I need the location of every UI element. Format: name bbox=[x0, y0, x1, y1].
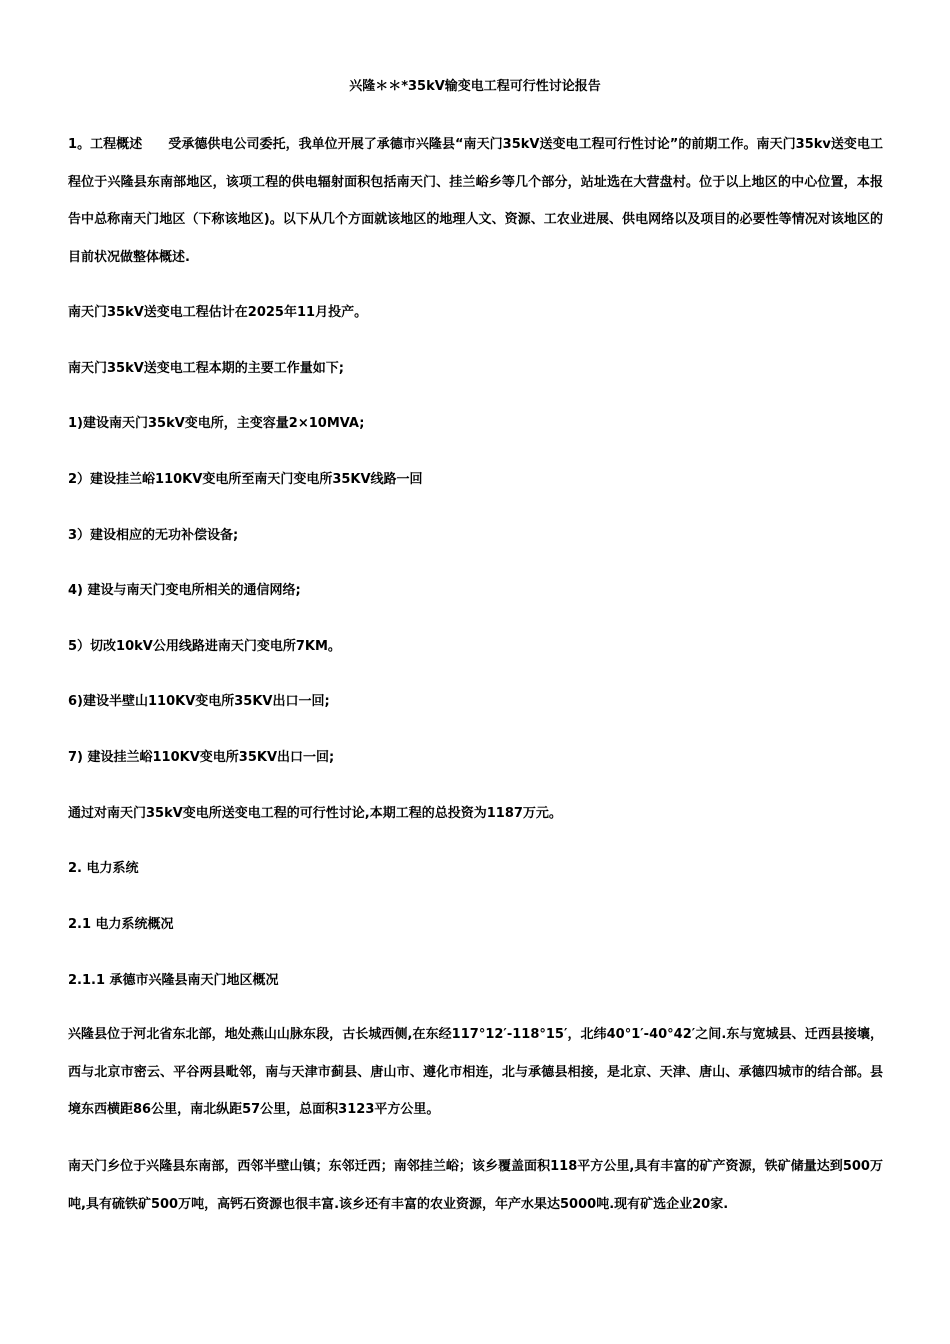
commission-date-paragraph: 南天门35kV送变电工程估计在2025年11月投产。 bbox=[68, 305, 368, 320]
county-description-paragraph: 兴隆县位于河北省东北部，地处燕山山脉东段，古长城西侧,在东经117°12′-118°15′，北纬40°1′-40°42′之间.东与宽城县、迁西县接壤，西与北京市密云、平谷两县毗邻，南与天津市蓟县、唐山市、遵化市相连，北与承德县相接，是北京、天津、唐山、承德四城市的结合部。县境东西横距86公里，南北纵距57公里，总面积3123平方公里。 bbox=[68, 1027, 883, 1117]
document-title: 兴隆＊＊*35kV输变电工程可行性讨论报告 bbox=[349, 79, 601, 94]
work-item-6: 6)建设半壁山110KV变电所35KV出口一回; bbox=[68, 694, 330, 709]
work-item-3: 3）建设相应的无功补偿设备; bbox=[68, 528, 239, 543]
work-item-2: 2）建设挂兰峪110KV变电所至南天门变电所35KV线路一回 bbox=[68, 472, 423, 487]
work-item-4: 4) 建设与南天门变电所相关的通信网络; bbox=[68, 583, 301, 598]
section-heading-region-overview: 2.1.1 承德市兴隆县南天门地区概况 bbox=[68, 973, 279, 988]
township-description-paragraph: 南天门乡位于兴隆县东南部，西邻半壁山镇；东邻迁西；南邻挂兰峪；该乡覆盖面积118平方公里,具有丰富的矿产资源，铁矿储量达到500万吨,具有硫铁矿500万吨，高钙石资源也很丰富.该乡还有丰富的农业资源，年产水果达5000吨.现有矿选企业20家. bbox=[68, 1159, 883, 1212]
work-item-7: 7) 建设挂兰峪110KV变电所35KV出口一回; bbox=[68, 750, 335, 765]
work-item-5: 5）切改10kV公用线路进南天门变电所7KM。 bbox=[68, 639, 341, 654]
section-heading-power-system: 2. 电力系统 bbox=[68, 861, 139, 876]
investment-paragraph: 通过对南天门35kV变电所送变电工程的可行性讨论,本期工程的总投资为1187万元。 bbox=[68, 806, 562, 821]
project-overview-paragraph: 1。工程概述 受承德供电公司委托，我单位开展了承德市兴隆县“南天门35kV送变电工程可行性讨论”的前期工作。南天门35kv送变电工程位于兴隆县东南部地区，该项工程的供电辐射面积包括南天门、挂兰峪乡等几个部分，站址选在大营盘村。位于以上地区的中心位置，本报告中总称南天门地区（下称该地区)。以下从几个方面就该地区的地理人文、资源、工农业进展、供电网络以及项目的必要性等情况对该地区的目前状况做整体概述. bbox=[68, 137, 883, 265]
section-heading-power-overview: 2.1 电力系统概况 bbox=[68, 917, 174, 932]
work-item-1: 1)建设南天门35kV变电所，主变容量2×10MVA; bbox=[68, 416, 365, 431]
work-scope-paragraph: 南天门35kV送变电工程本期的主要工作量如下; bbox=[68, 361, 344, 376]
